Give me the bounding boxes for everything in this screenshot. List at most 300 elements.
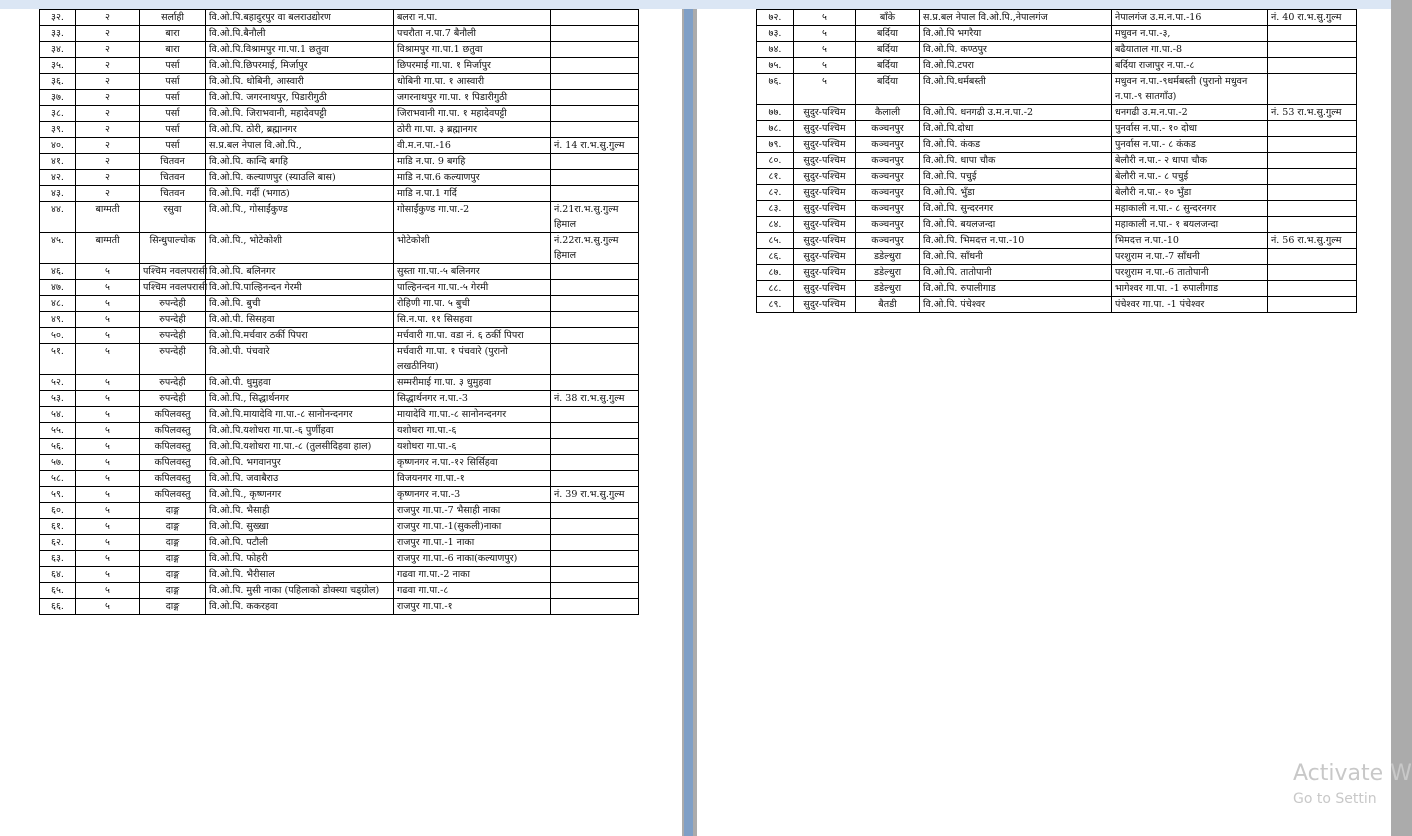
table-row [757,74,1357,105]
cell-unit [551,328,639,344]
cell-province: २ [76,122,140,138]
cell-province: २ [76,26,140,42]
cell-district: दाङ्ग [140,551,206,567]
cell-address: मधुवन न.पा.-३, [1112,26,1268,42]
cell-unit: नं.21रा.भ.सु.गुल्म हिमाल [551,202,639,233]
cell-province: ५ [76,344,140,375]
cell-address: बेलौरी न.पा.- १० भुँडा [1112,185,1268,201]
cell-post-name: वि.ओ.पि. भैसाही [206,503,394,519]
cell-district: डडेल्धुरा [856,249,920,265]
cell-province: २ [76,170,140,186]
border-post-table-right [756,9,1357,313]
table-row [40,328,639,344]
cell-unit [551,106,639,122]
cell-post-name: वि.ओ.पि. ठोरी, ब्रह्मानगर [206,122,394,138]
cell-serial: ६५. [40,583,76,599]
cell-address: भागेश्वर गा.पा. -1 रुपालीगाड [1112,281,1268,297]
cell-serial: ८७. [757,265,794,281]
cell-province: ५ [794,58,856,74]
cell-unit [1268,185,1357,201]
cell-post-name: वि.ओ.पि., कृष्णनगर [206,487,394,503]
cell-district: पर्सा [140,138,206,154]
table-row [757,105,1357,121]
cell-address: जगरनाथपुर गा.पा. १ पिडारीगुठी [394,90,551,106]
cell-serial: ३७. [40,90,76,106]
cell-post-name: वि.ओ.पि.धर्मबस्ती [920,74,1112,105]
table-row [757,249,1357,265]
table-row [40,551,639,567]
cell-unit [551,74,639,90]
cell-post-name: वि.ओ.पी. पंचवारे [206,344,394,375]
cell-post-name: स.प्र.बल नेपाल वि.ओ.पि.,नेपालगंज [920,10,1112,26]
cell-post-name: वि.ओ.पि. पटौली [206,535,394,551]
cell-address: राजपुर गा.पा.-1 नाका [394,535,551,551]
cell-post-name: वि.ओ.पि.टपरा [920,58,1112,74]
cell-district: बर्दिया [856,42,920,58]
table-row [757,281,1357,297]
table-row [40,503,639,519]
cell-serial: ८५. [757,233,794,249]
cell-post-name: वि.ओ.पि.छिपरमाई, मिर्जापुर [206,58,394,74]
table-row [757,233,1357,249]
cell-unit [551,535,639,551]
table-row [757,137,1357,153]
cell-province: २ [76,10,140,26]
table-row [40,487,639,503]
cell-serial: ४३. [40,186,76,202]
cell-post-name: वि.ओ.पि. पंचेश्वर [920,297,1112,313]
cell-address: मधुवन न.पा.-९धर्मबस्ती (पुरानो मधुवन न.पा.-९ सातगाँउ) [1112,74,1268,105]
cell-province: ५ [794,10,856,26]
cell-post-name: वि.ओ.पि. ककरहवा [206,599,394,615]
cell-unit [551,519,639,535]
cell-serial: ३५. [40,58,76,74]
cell-post-name: वि.ओ.पि., सिद्धार्थनगर [206,391,394,407]
cell-post-name: वि.ओ.पि. पचुई [920,169,1112,185]
cell-address: धोबिनी गा.पा. १ आस्वारी [394,74,551,90]
cell-post-name: वि.ओ.पि. भुँडा [920,185,1112,201]
cell-province: सुदुर-पश्चिम [794,153,856,169]
cell-province: सुदुर-पश्चिम [794,233,856,249]
cell-address: छिपरमाई गा.पा. १ मिर्जापुर [394,58,551,74]
cell-address: वी.म.न.पा.-16 [394,138,551,154]
cell-province: ५ [76,455,140,471]
cell-district: डडेल्धुरा [856,281,920,297]
cell-post-name: वि.ओ.पि., गोसाईंकुण्ड [206,202,394,233]
cell-post-name: वि.ओ.पि.बैनौली [206,26,394,42]
cell-address: पंचेश्वर गा.पा. -1 पंचेश्वर [1112,297,1268,313]
cell-post-name: वि.ओ.पि. सुन्दरनगर [920,201,1112,217]
cell-unit [551,375,639,391]
cell-province: ५ [76,503,140,519]
cell-district: बाँके [856,10,920,26]
cell-district: चितवन [140,170,206,186]
cell-unit [551,186,639,202]
cell-province: सुदुर-पश्चिम [794,121,856,137]
cell-district: सिन्धुपाल्चोक [140,233,206,264]
table-row [40,74,639,90]
cell-address: नेपालगंज उ.म.न.पा.-16 [1112,10,1268,26]
cell-serial: ७२. [757,10,794,26]
cell-unit [1268,58,1357,74]
cell-post-name: वि.ओ.पि. भैरीसाल [206,567,394,583]
table-row [40,519,639,535]
cell-province: ५ [76,583,140,599]
cell-serial: ५६. [40,439,76,455]
cell-unit [551,58,639,74]
cell-district: रुपन्देही [140,328,206,344]
cell-unit [1268,249,1357,265]
cell-serial: ४९. [40,312,76,328]
table-row [40,58,639,74]
cell-district: बर्दिया [856,58,920,74]
cell-serial: ७६. [757,74,794,105]
cell-province: ५ [794,42,856,58]
cell-district: दाङ्ग [140,599,206,615]
cell-district: पर्सा [140,90,206,106]
cell-province: सुदुर-पश्चिम [794,249,856,265]
cell-serial: ४७. [40,280,76,296]
table-row [40,26,639,42]
cell-province: ५ [76,328,140,344]
cell-post-name: वि.ओ.पि. सुख्खा [206,519,394,535]
cell-district: कपिलवस्तु [140,455,206,471]
cell-district: दाङ्ग [140,583,206,599]
cell-address: बलरा न.पा. [394,10,551,26]
table-row [40,391,639,407]
table-row [757,26,1357,42]
cell-district: रुपन्देही [140,344,206,375]
cell-serial: ६४. [40,567,76,583]
cell-district: रुपन्देही [140,296,206,312]
cell-unit [551,423,639,439]
cell-province: २ [76,154,140,170]
cell-unit [1268,153,1357,169]
cell-address: मर्चवारी गा.पा. वडा नं. ६ ठर्की पिपरा [394,328,551,344]
cell-district: रुपन्देही [140,391,206,407]
cell-post-name: वि.ओ.पि. रुपालीगाड [920,281,1112,297]
document-page-right [697,9,1391,836]
cell-serial: ४१. [40,154,76,170]
table-row [40,264,639,280]
cell-serial: ३८. [40,106,76,122]
cell-serial: ४५. [40,233,76,264]
cell-district: बर्दिया [856,26,920,42]
cell-post-name: वि.ओ.पि.मर्चवार ठर्की पिपरा [206,328,394,344]
cell-province: ५ [76,407,140,423]
table-row [757,265,1357,281]
cell-serial: ३४. [40,42,76,58]
cell-address: भिमदत्त न.पा.-10 [1112,233,1268,249]
table-row [40,344,639,375]
cell-serial: ६१. [40,519,76,535]
cell-address: सम्मरीमाई गा.पा. ३ धुमुहवा [394,375,551,391]
cell-province: सुदुर-पश्चिम [794,217,856,233]
cell-address: राजपुर गा.पा.-6 नाका(कल्याणपुर) [394,551,551,567]
cell-province: २ [76,186,140,202]
cell-province: ५ [76,312,140,328]
table-row [40,138,639,154]
cell-unit [551,439,639,455]
cell-address: ठोरी गा.पा. ३ ब्रह्मानगर [394,122,551,138]
cell-serial: ३६. [40,74,76,90]
cell-post-name: वि.ओ.पि. धापा चौक [920,153,1112,169]
cell-district: कञ्चनपुर [856,185,920,201]
cell-district: दाङ्ग [140,519,206,535]
cell-province: ५ [76,296,140,312]
table-row [757,217,1357,233]
cell-district: बारा [140,42,206,58]
cell-province: ५ [76,599,140,615]
cell-serial: ५७. [40,455,76,471]
cell-serial: ८०. [757,153,794,169]
cell-serial: ३३. [40,26,76,42]
cell-province: २ [76,42,140,58]
cell-address: माडि न.पा. 9 बगहि [394,154,551,170]
cell-district: कपिलवस्तु [140,423,206,439]
table-row [757,121,1357,137]
table-row [40,471,639,487]
table-row [40,439,639,455]
cell-serial: ५९. [40,487,76,503]
cell-unit [551,455,639,471]
table-row [40,280,639,296]
cell-unit [551,296,639,312]
cell-serial: ४८. [40,296,76,312]
cell-serial: ४६. [40,264,76,280]
cell-post-name: वि.ओ.पि. बयलजन्दा [920,217,1112,233]
cell-province: सुदुर-पश्चिम [794,281,856,297]
cell-address: सि.न.पा. ११ सिसहवा [394,312,551,328]
cell-unit [551,280,639,296]
cell-unit [1268,217,1357,233]
cell-unit [551,154,639,170]
table-row [757,201,1357,217]
cell-district: कञ्चनपुर [856,201,920,217]
cell-district: कञ्चनपुर [856,169,920,185]
table-row [40,583,639,599]
cell-district: कपिलवस्तु [140,471,206,487]
cell-address: पचरौता न.पा.7 बैनौली [394,26,551,42]
cell-serial: ५५. [40,423,76,439]
cell-address: परशुराम न.पा.-7 साँधनी [1112,249,1268,265]
cell-address: गढवा गा.पा.-८ [394,583,551,599]
table-row [40,202,639,233]
cell-post-name: वि.ओ.पि. तातोपानी [920,265,1112,281]
document-page-left [0,9,682,836]
cell-district: कञ्चनपुर [856,121,920,137]
cell-province: ५ [76,487,140,503]
cell-serial: ५२. [40,375,76,391]
cell-district: पर्सा [140,74,206,90]
cell-unit [551,312,639,328]
cell-address: पाल्हिनन्दन गा.पा.-५ गेरमी [394,280,551,296]
table-row [40,154,639,170]
cell-address: भोटेकोशी [394,233,551,264]
table-row [40,423,639,439]
cell-address: बेलौरी न.पा.- ८ पचुई [1112,169,1268,185]
table-body-right [757,10,1357,313]
cell-serial: ३९. [40,122,76,138]
table-row [40,10,639,26]
cell-serial: ५०. [40,328,76,344]
cell-serial: ७९. [757,137,794,153]
cell-address: कृष्णनगर न.पा.-१२ सिर्सिहवा [394,455,551,471]
cell-unit: नं. 38 रा.भ.सु.गुल्म [551,391,639,407]
cell-post-name: वि.ओ.पि. जवाबैराउ [206,471,394,487]
cell-province: ५ [76,551,140,567]
cell-post-name: वि.ओ.पि.पाल्हिनन्दन गेरमी [206,280,394,296]
cell-address: राजपुर गा.पा.-7 भैसाही नाका [394,503,551,519]
cell-post-name: वि.ओ.पि. गर्दी (भगाठ) [206,186,394,202]
cell-post-name: वि.ओ.पि भगरैया [920,26,1112,42]
cell-unit [551,551,639,567]
table-row [40,599,639,615]
cell-post-name: वि.ओ.पी. धुमुहवा [206,375,394,391]
cell-serial: ५८. [40,471,76,487]
cell-serial: ७७. [757,105,794,121]
cell-serial: ४०. [40,138,76,154]
cell-unit [551,26,639,42]
cell-serial: ८६. [757,249,794,265]
cell-address: सुस्ता गा.पा.-५ बलिनगर [394,264,551,280]
cell-unit [551,471,639,487]
cell-serial: ६२. [40,535,76,551]
cell-unit: नं. 14 रा.भ.सु.गुल्म [551,138,639,154]
cell-district: पश्चिम नवलपरासी [140,280,206,296]
cell-province: सुदुर-पश्चिम [794,137,856,153]
cell-unit [551,503,639,519]
cell-province: सुदुर-पश्चिम [794,105,856,121]
table-row [40,233,639,264]
cell-province: बाग्मती [76,233,140,264]
cell-address: बढैयाताल गा.पा.-8 [1112,42,1268,58]
cell-address: बेलौरी न.पा.- २ धापा चौक [1112,153,1268,169]
cell-unit [551,10,639,26]
cell-serial: ४४. [40,202,76,233]
cell-unit [1268,137,1357,153]
table-row [40,535,639,551]
cell-province: ५ [76,391,140,407]
cell-serial: ६६. [40,599,76,615]
cell-post-name: वि.ओ.पि. बलिनगर [206,264,394,280]
cell-unit [1268,169,1357,185]
cell-district: कपिलवस्तु [140,487,206,503]
cell-address: मायादेवि गा.पा.-८ सानोनन्दनगर [394,407,551,423]
cell-district: पर्सा [140,122,206,138]
cell-address: धनगढी उ.म.न.पा.-2 [1112,105,1268,121]
table-row [757,58,1357,74]
cell-province: ५ [76,519,140,535]
cell-district: रसुवा [140,202,206,233]
table-row [40,106,639,122]
cell-post-name: वि.ओ.पि. मुसी नाका (पहिलाको डोक्स्या चड्ग्रोल) [206,583,394,599]
cell-unit [1268,121,1357,137]
cell-district: रुपन्देही [140,375,206,391]
table-row [40,186,639,202]
cell-address: बर्दिया राजापुर न.पा.-८ [1112,58,1268,74]
cell-province: सुदुर-पश्चिम [794,201,856,217]
cell-serial: ५४. [40,407,76,423]
cell-province: ५ [76,567,140,583]
activate-windows-watermark [1293,760,1412,810]
cell-unit: नं. 53 रा.भ.सु.गुल्म [1268,105,1357,121]
cell-province: २ [76,74,140,90]
cell-province: सुदुर-पश्चिम [794,185,856,201]
page-gap [682,9,697,836]
cell-serial: ५१. [40,344,76,375]
watermark-line-1: Activate W [1293,761,1412,786]
cell-district: दाङ्ग [140,503,206,519]
table-row [40,296,639,312]
table-body-left [40,10,639,615]
cell-address: पुनर्वास न.पा.- १० दोधा [1112,121,1268,137]
cell-province: ५ [76,423,140,439]
table-row [757,42,1357,58]
cell-district: बैतडी [856,297,920,313]
cell-province: ५ [76,535,140,551]
cell-address: महाकाली न.पा.- १ बयलजन्दा [1112,217,1268,233]
cell-unit [551,264,639,280]
cell-post-name: वि.ओ.पि. कण्ठपुर [920,42,1112,58]
cell-address: जिराभवानी गा.पा. १ महादेवपट्टी [394,106,551,122]
table-row [757,297,1357,313]
cell-address: सिद्धार्थनगर न.पा.-3 [394,391,551,407]
cell-unit [1268,201,1357,217]
cell-district: दाङ्ग [140,535,206,551]
cell-unit [551,583,639,599]
cell-unit [1268,297,1357,313]
cell-serial: ८१. [757,169,794,185]
table-row [40,312,639,328]
cell-unit [551,567,639,583]
cell-post-name: वि.ओ.पि. बुची [206,296,394,312]
cell-unit [1268,74,1357,105]
cell-unit [1268,26,1357,42]
cell-post-name: वि.ओ.पि.बहादुरपुर वा बलराउद्योरण [206,10,394,26]
cell-province: २ [76,58,140,74]
cell-post-name: वि.ओ.पि.मायादेवि गा.पा.-८ सानोनन्दनगर [206,407,394,423]
cell-unit [551,599,639,615]
cell-post-name: वि.ओ.पि.विश्रामपुर गा.पा.1 छतुवा [206,42,394,58]
cell-unit [551,122,639,138]
cell-district: कञ्चनपुर [856,153,920,169]
cell-serial: ७८. [757,121,794,137]
table-row [757,185,1357,201]
cell-district: कञ्चनपुर [856,217,920,233]
cell-province: ५ [76,439,140,455]
cell-district: कैलाली [856,105,920,121]
cell-serial: ८२. [757,185,794,201]
table-row [40,407,639,423]
cell-province: २ [76,90,140,106]
cell-district: सर्लाही [140,10,206,26]
cell-post-name: वि.ओ.पि. जगरनाथपुर, पिडारीगुठी [206,90,394,106]
cell-unit [1268,42,1357,58]
table-row [40,375,639,391]
cell-district: कञ्चनपुर [856,137,920,153]
cell-unit [1268,265,1357,281]
cell-district: कपिलवस्तु [140,439,206,455]
cell-post-name: वि.ओ.पि. कान्दि बगहि [206,154,394,170]
cell-unit [551,407,639,423]
cell-province: सुदुर-पश्चिम [794,265,856,281]
cell-province: बाग्मती [76,202,140,233]
table-row [757,169,1357,185]
cell-province: २ [76,106,140,122]
cell-post-name: वि.ओ.पी. सिसहवा [206,312,394,328]
cell-district: डडेल्धुरा [856,265,920,281]
